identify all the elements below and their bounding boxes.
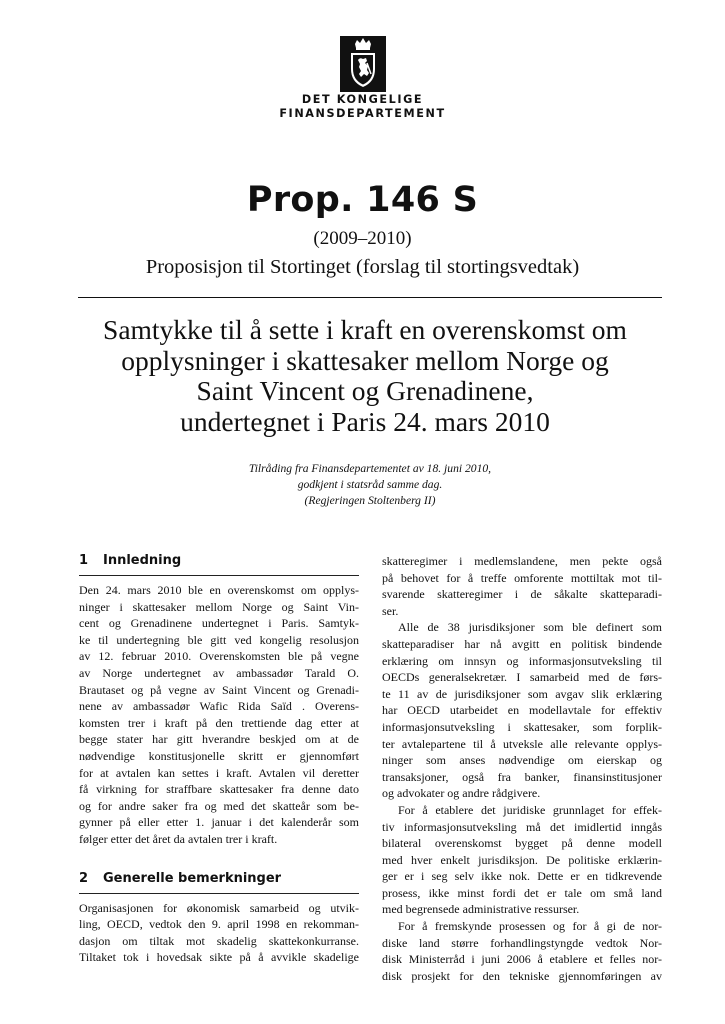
section-number: 2 (79, 870, 89, 886)
section-title: Generelle bemerkninger (103, 870, 282, 886)
text-line: diske land større forhandlingstyngde vedtok Nor- (382, 935, 662, 950)
section-body (79, 582, 359, 848)
section-divider (79, 575, 359, 576)
royal-coat-of-arms-logo (340, 36, 386, 92)
session-years: (2009–2010) (313, 228, 412, 249)
text-line: ling, OECD, vedtok den 9. april 1998 en rekomman- (79, 917, 359, 932)
text-line: med begrensede administrative ressurser. (382, 902, 580, 917)
section-divider (79, 893, 359, 894)
main-title-line: undertegnet i Paris 24. mars 2010 (180, 405, 550, 437)
text-line: prosess, ikke minst fordi det er tale om små land (382, 885, 662, 900)
proposition-number: Prop. 146 S (246, 180, 479, 220)
text-line: ninger som anses nødvendige om eierskap og (382, 753, 662, 768)
document-main-title (60, 315, 670, 437)
text-line: av 12. februar 2010. Overenskomsten ble på vegne (79, 649, 359, 664)
recommendation-line: godkjent i statsråd samme dag. (297, 478, 443, 491)
text-line: tiv informasjonsutveksling må det imidlertid inngås (382, 819, 662, 834)
section-heading (79, 553, 359, 573)
main-title-line: Saint Vincent og Grenadinene, (196, 375, 534, 406)
text-line: komsten trer i kraft på den trettiende dag etter at (79, 715, 359, 730)
text-line: ser. (382, 603, 399, 618)
right-column (382, 553, 662, 984)
department-name-line1: DET KONGELIGE (301, 93, 424, 106)
recommendation-line: (Regjeringen Stoltenberg II) (304, 494, 436, 507)
text-line: informasjonsutveksling i skattesaker, som forplik- (382, 719, 662, 734)
text-line: for at avtalen kan settes i kraft. Avtalen vil deretter (79, 765, 359, 780)
text-line: nødvendige konstitusjonelle skritt er gjennomført (79, 748, 359, 763)
text-line: cent og Grenadinene undertegnet i Paris. Samtyk- (79, 616, 359, 631)
text-line: te 11 av de jurisdiksjoner som avgav slik erklæring (382, 686, 662, 701)
proposition-subtitle: Proposisjon til Stortinget (forslag til stortingsvedtak) (145, 256, 580, 278)
recommendation-line: Tilråding fra Finansdepartementet av 18. juni 2010, (248, 462, 492, 475)
section-body (79, 900, 359, 966)
text-line: ke til undertegning ble gitt ved kongelig resolusjon (79, 632, 359, 647)
text-line: av Norge undertegnet av ambassadør Tarald O. (79, 665, 359, 680)
text-line: OECDs generalsekretær. I samarbeid med de førs- (382, 670, 662, 685)
recommendation-note (130, 461, 610, 509)
text-line: på behovet for å treffe omforente mottiltak mot til- (382, 570, 662, 585)
text-line: ger er i seg selv ikke nok. Dette er en tidkrevende (382, 869, 662, 884)
text-line: For å etablere det juridiske grunnlaget for effek- (398, 802, 662, 817)
department-name-line2: FINANSDEPARTEMENT (279, 107, 446, 120)
text-line: gynner på eller etter 1. januar i det kalenderår som (79, 815, 359, 830)
text-line: Organisasjonen for økonomisk samarbeid og utvik- (79, 900, 359, 915)
text-line: Den 24. mars 2010 ble en overenskomst om opplys- (79, 583, 359, 597)
section-number: 1 (79, 553, 89, 568)
text-line: dasjon om tiltak mot skadelig skattekonkurranse. (79, 933, 359, 948)
section-heading (79, 871, 359, 891)
text-line: med hver enkelt jurisdiksjon. De politiske erklærin- (382, 852, 662, 867)
text-line: nene av ambassadør Wafic Rida Saïd . Overens- (79, 699, 359, 714)
text-line: transaksjoner, også fra banker, finansinstitusjoner (382, 769, 662, 784)
text-line: Tiltaket tok i hovedsak sikte på å avvikle skadelige (79, 950, 359, 965)
text-line: følger etter det året da avtalen trer i kraft. (79, 831, 278, 846)
text-line: har OECD utarbeidet en modellavtale for effektiv (382, 703, 662, 718)
text-line: ninger i skattesaker mellom Norge og Saint Vin- (79, 599, 359, 614)
text-line: og advokater og andre rådgivere. (382, 786, 541, 801)
text-line: disk Ministerråd i juni 2006 å etablere et felles nor- (382, 952, 662, 967)
section-body-continued (382, 553, 662, 984)
text-line: erklæring om innsyn og informasjonsutveksling til (382, 653, 662, 668)
title-divider (78, 297, 662, 298)
text-line: Brautaset og på vegne av Saint Vincent og Grenadi- (79, 682, 359, 697)
text-line: disk prosjekt for den tekniske gjennomføringen av (382, 968, 662, 983)
text-line: bilateral overenskomst bygget på denne modell (382, 836, 662, 851)
text-line: Alle de 38 jurisdiksjoner som ble definert som (398, 620, 662, 635)
text-line: svarende skatteregimer i de såkalte skatteparadi- (382, 587, 662, 602)
text-line: skatteregimer i medlemslandene, men pekte også (382, 554, 662, 568)
text-line: få virkning for straffbare skattesaker fra denne dato (79, 782, 359, 797)
text-line: ter avtalepartene til å utveksle alle relevante opplys- (382, 736, 662, 751)
section-title: Innledning (103, 553, 182, 568)
main-title-line: opplysninger i skattesaker mellom Norge og (121, 344, 609, 376)
text-line: begge stater har gitt hverandre beskjed om at de (79, 732, 359, 747)
left-column (79, 553, 359, 966)
text-line: skatteparadiser har nå avgitt en politisk bindende (382, 636, 662, 651)
text-line: og for andre saker fra og med det skatteår som be- (79, 798, 359, 813)
text-line: For å fremskynde prosessen og for å gi de nor- (398, 919, 662, 934)
main-title-line: Samtykke til å sette i kraft en overenskomst om (103, 314, 627, 345)
